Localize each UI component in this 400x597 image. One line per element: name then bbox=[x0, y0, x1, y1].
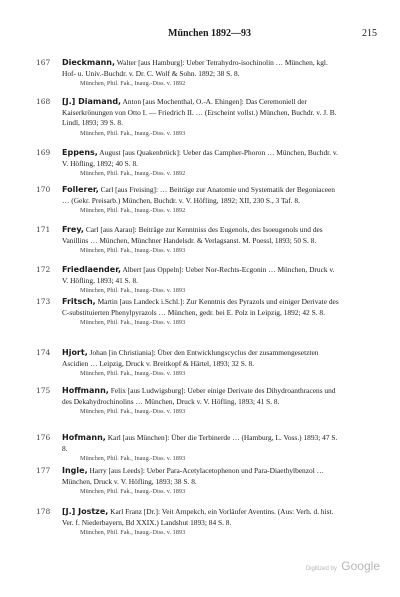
catalog-entry bbox=[36, 185, 342, 215]
entry-number: 169 bbox=[36, 148, 51, 157]
entry-citation bbox=[62, 58, 342, 79]
citation-text: Harry [aus Leeds]: Ueber Para-Acetylacetophenon und Para-Diaethylbenzol … München, Druck v. V. Höfling, 1893; 38 S. 8. bbox=[62, 466, 325, 486]
entry-citation bbox=[62, 265, 342, 286]
entry-citation bbox=[62, 97, 342, 129]
dissertation-note: München, Phil. Fak., Inaug.-Diss. v. 1893 bbox=[80, 319, 186, 326]
entry-citation bbox=[62, 433, 342, 454]
entry-citation bbox=[62, 386, 342, 407]
entry-citation bbox=[62, 507, 342, 528]
author-name: Hjort, bbox=[62, 348, 88, 357]
entry-number: 171 bbox=[36, 225, 51, 234]
entry-number: 177 bbox=[36, 466, 51, 475]
author-name: Ingle, bbox=[62, 466, 88, 475]
dissertation-note: München, Phil. Fak., Inaug.-Diss. v. 1893 bbox=[80, 370, 186, 377]
entry-number: 173 bbox=[36, 297, 51, 306]
citation-text: Karl [aus München]: Über die Terbinerde … (Hamburg, L. Voss.) 1893; 47 S. 8. bbox=[62, 433, 338, 453]
author-name: Hofmann, bbox=[62, 433, 106, 442]
entry-citation bbox=[62, 225, 342, 246]
entry-number: 175 bbox=[36, 386, 51, 395]
citation-text: Anton [aus Mochenthal, O.-A. Ehingen]: Das Ceremoniell der Kaiserkrönungen von Otto I. — Friedrich II. … (Erscheint vollst.) München, Buchdr. v. J. B. Lindl, 1893; 39 S. 8. bbox=[62, 97, 337, 127]
catalog-entry bbox=[36, 148, 342, 178]
entry-citation bbox=[62, 466, 342, 487]
catalog-entry bbox=[36, 348, 342, 378]
google-watermark bbox=[306, 557, 380, 575]
entry-number: 176 bbox=[36, 433, 51, 442]
watermark-prefix: Digitized by bbox=[305, 566, 337, 572]
catalog-entry bbox=[36, 433, 342, 463]
citation-text: Albert [aus Oppeln]: Ueber Nor-Rechts-Ecgonin … München, Druck v. V. Höfling, 1893; 41 S. 8. bbox=[62, 265, 335, 285]
entry-number: 170 bbox=[36, 185, 51, 194]
catalog-entry bbox=[36, 97, 342, 138]
citation-text: Karl Franz [Dr.]: Veit Arnpekch, ein Vorläufer Aventins. (Aus: Verh. d. hist. Ver. f. Niederbayern, Bd XXIX.) Landshut 1893; 84 S. 8. bbox=[62, 507, 334, 527]
entry-number: 174 bbox=[36, 348, 51, 357]
author-name: Fritsch, bbox=[62, 297, 96, 306]
dissertation-note: München, Phil. Fak., Inaug.-Diss. v. 1892 bbox=[80, 207, 186, 214]
dissertation-note: München, Phil. Fak., Inaug.-Diss. v. 1893 bbox=[80, 287, 186, 294]
entry-number: 167 bbox=[36, 58, 51, 67]
author-name: [J.] Jostze, bbox=[62, 507, 109, 516]
catalog-entry bbox=[36, 466, 342, 496]
citation-text: Walter [aus Hamburg]: Ueber Tetrahydro-isochinolin … München, kgl. Hof- u. Univ.-Buchdr. v. Dr. C. Wolf & Sohn. 1892; 38 S. 8. bbox=[62, 58, 328, 78]
dissertation-note: München, Phil. Fak., Inaug.-Diss. v. 1893 bbox=[80, 529, 186, 536]
citation-text: Johan [in Christiania]: Über den Entwicklungscyclus der zusammengesetzten Ascidien … Leipzig, Druck v. Breitkopf & Härtel, 1893; 32 S. 8. bbox=[62, 348, 319, 368]
author-name: Eppens, bbox=[62, 148, 98, 157]
dissertation-note: München, Phil. Fak., Inaug.-Diss. v. 1893 bbox=[80, 408, 186, 415]
entry-number: 178 bbox=[36, 507, 51, 516]
citation-text: Felix [aus Ludwigsburg]: Ueber einige Derivate des Dihydroanthracens und des Dekahydrochinolins … München, Druck v. V. Höfling, 1893; 41 S. 8. bbox=[62, 386, 336, 406]
dissertation-note: München, Phil. Fak., Inaug.-Diss. v. 1892 bbox=[80, 80, 186, 87]
citation-text: August [aus Quakenbrück]: Ueber das Campher-Phoron … München, Buchdr. v. V. Höfling, 1892; 40 S. 8. bbox=[62, 148, 338, 168]
entry-citation bbox=[62, 297, 342, 318]
catalog-entry bbox=[36, 58, 342, 88]
dissertation-note: München, Phil. Fak., Inaug.-Diss. v. 1893 bbox=[80, 488, 186, 495]
author-name: Frey, bbox=[62, 225, 84, 234]
running-title: München 1892—93 bbox=[168, 28, 252, 39]
dissertation-note: München, Phil. Fak., Inaug.-Diss. v. 1893 bbox=[80, 129, 186, 137]
author-name: Friedlaender, bbox=[62, 265, 122, 274]
author-name: Dieckmann, bbox=[62, 58, 116, 67]
author-name: [J.] Diamand, bbox=[62, 97, 122, 106]
citation-text: Carl [aus Freising]: … Beiträge zur Anatomie und Systematik der Begoniaceen … (Gekr. Preisarb.) München, Buchdr. v. V. Höfling, 1892; XII, 230 S., 3 Taf. 8. bbox=[62, 185, 335, 205]
citation-text: Carl [aus Aarau]: Beiträge zur Kenntniss des Eugenols, des Isoeugenols und des Vanillins … München, Münchner Handelsdr. & Verlagsanst. M. Poessl, 1893; 50 S. 8. bbox=[62, 225, 323, 245]
author-name: Follerer, bbox=[62, 185, 99, 194]
catalog-entry bbox=[36, 507, 342, 537]
dissertation-note: München, Phil. Fak., Inaug.-Diss. v. 1893 bbox=[80, 247, 186, 254]
catalog-entry bbox=[36, 225, 342, 255]
watermark-brand: Google bbox=[341, 559, 380, 573]
entry-citation bbox=[62, 348, 342, 369]
entry-citation bbox=[62, 185, 342, 206]
dissertation-note: München, Phil. Fak., Inaug.-Diss. v. 1893 bbox=[80, 455, 186, 462]
catalog-entry bbox=[36, 297, 342, 327]
page-number: 215 bbox=[362, 28, 377, 39]
page-header bbox=[0, 28, 400, 40]
catalog-entry bbox=[36, 386, 342, 416]
entry-number: 172 bbox=[36, 265, 51, 274]
citation-text: Martin [aus Landeck i.Schl.]: Zur Kenntnis des Pyrazols und einiger Derivate des C-substituierten Phenylpyrazols … München, gedr. bei E. Polz in Leipzig, 1892; 42 S. 8. bbox=[62, 297, 339, 317]
entry-number: 168 bbox=[36, 97, 51, 106]
dissertation-note: München, Phil. Fak., Inaug.-Diss. v. 1892 bbox=[80, 170, 186, 177]
entry-citation bbox=[62, 148, 342, 169]
author-name: Hoffmann, bbox=[62, 386, 109, 395]
catalog-entry bbox=[36, 265, 342, 295]
